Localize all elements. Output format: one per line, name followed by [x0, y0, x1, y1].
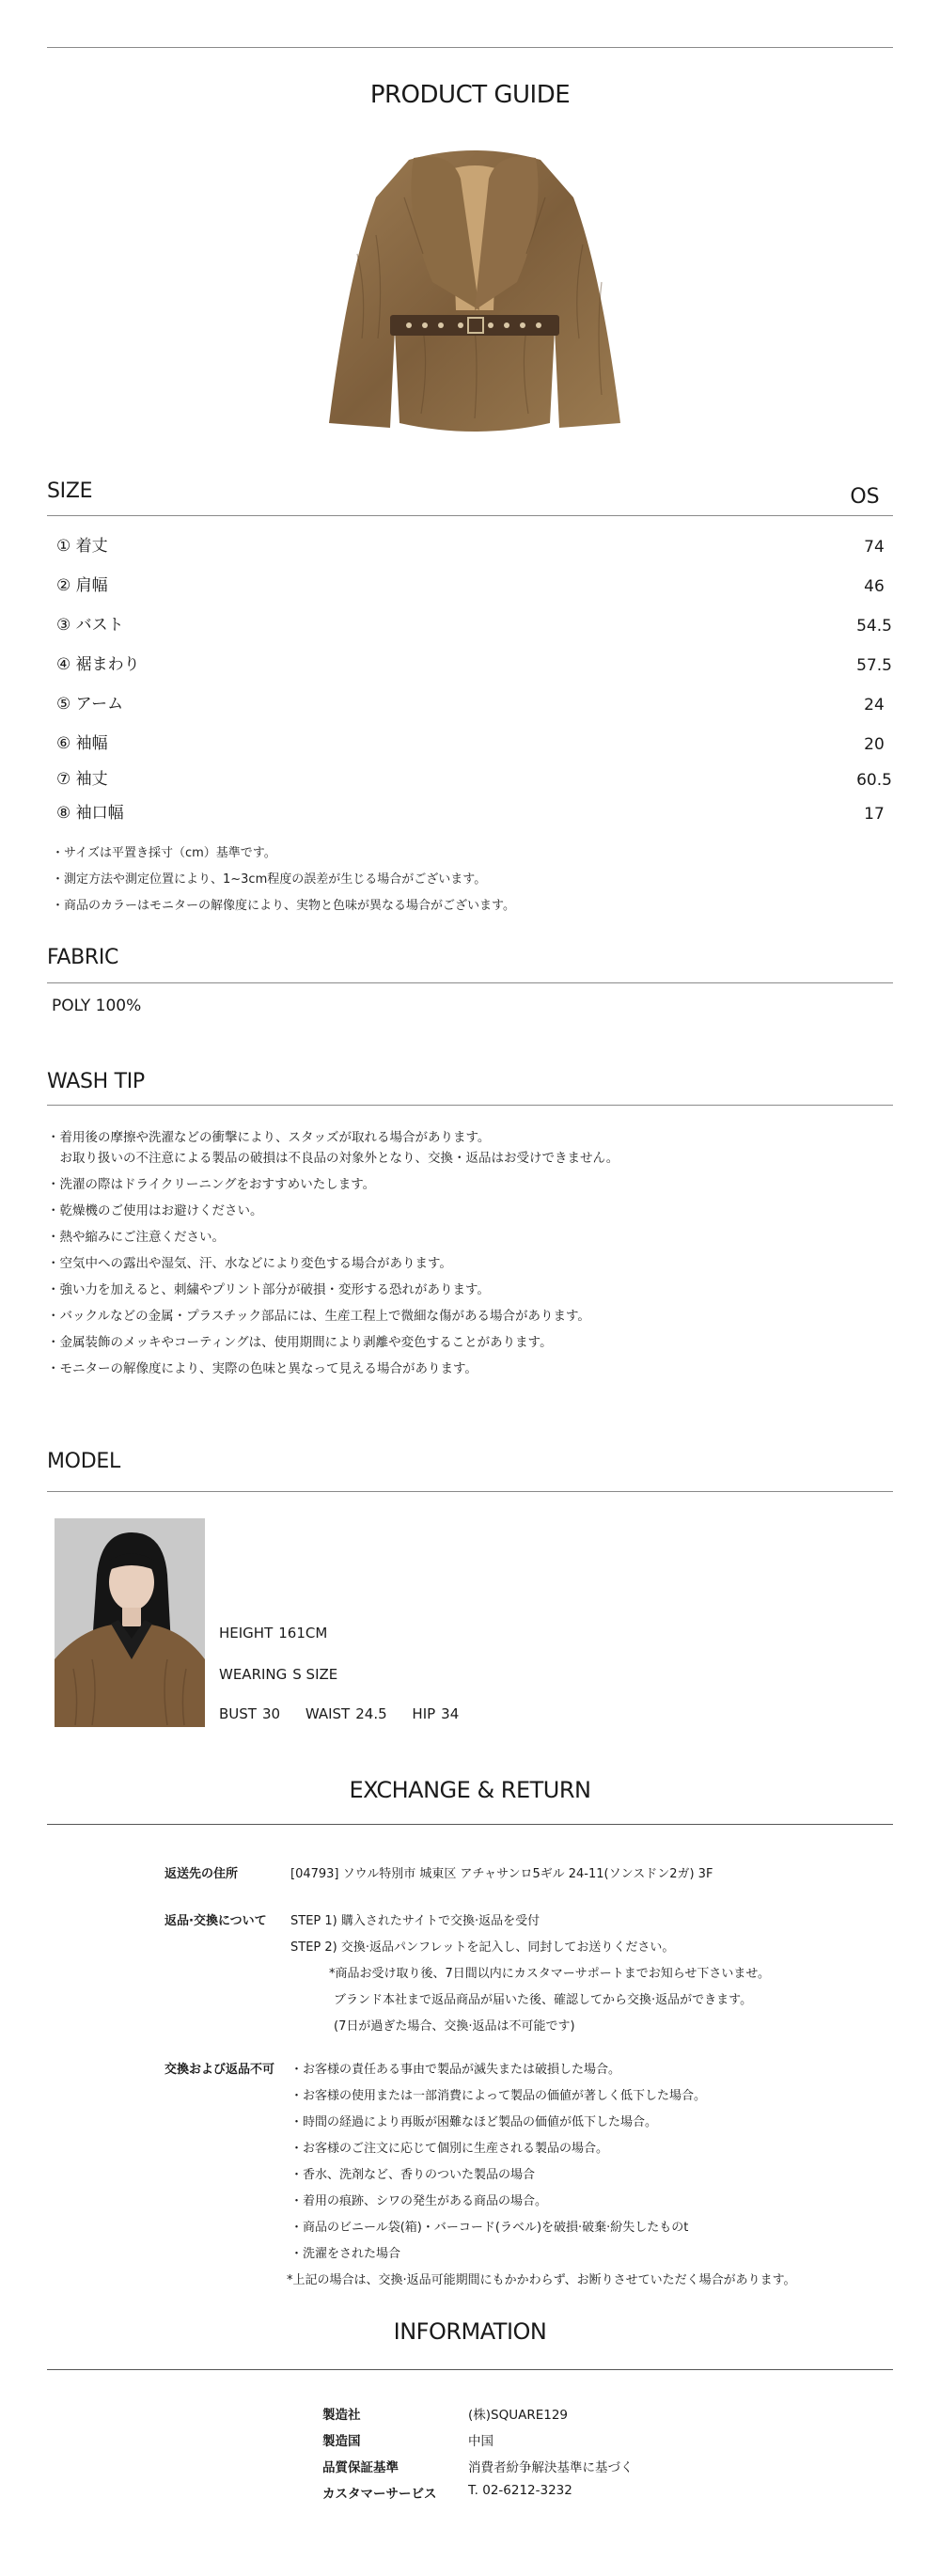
not-returnable-line: ・洗濯をされた場合 [290, 2247, 401, 2261]
address-label: 返送先の住所 [164, 1867, 239, 1881]
not-returnable-line: ・香水、洗剤など、香りのついた製品の場合 [290, 2168, 536, 2182]
size-row: ⑥ 袖幅 20 [56, 734, 885, 754]
not-returnable-line: ・着用の痕跡、シワの発生がある商品の場合。 [290, 2194, 548, 2208]
info-value: (株)SQUARE129 [468, 2408, 569, 2423]
size-divider [47, 515, 893, 516]
model-photo [55, 1518, 205, 1727]
info-value: 消費者紛争解決基準に基づく [468, 2460, 634, 2475]
exchange-process-line: (7日が過ぎた場合、交換·返品は不可能です) [334, 2019, 575, 2034]
top-divider [47, 47, 893, 48]
model-divider [47, 1491, 893, 1492]
info-label: カスタマーサービス [322, 2487, 437, 2502]
info-value: T. 02-6212-3232 [468, 2483, 572, 2498]
exchange-process-line: STEP 2) 交換·返品パンフレットを記入し、同封してお送りください。 [290, 1940, 675, 1955]
size-row: ② 肩幅 46 [56, 576, 885, 596]
size-row: ③ バスト 54.5 [56, 616, 892, 636]
size-row: ⑦ 袖丈 60.5 [56, 770, 892, 790]
fabric-title: FABRIC [47, 946, 119, 969]
information-divider [47, 2369, 893, 2370]
not-returnable-line: ・お客様の使用または一部消費によって製品の価値が著しく低下した場合。 [290, 2089, 707, 2103]
not-returnable-line: ・お客様のご注文に応じて個別に生産される製品の場合。 [290, 2142, 609, 2156]
wash-tip-item: お取り扱いの不注意による製品の破損は不良品の対象外となり、交換・返品はお受けできません。 [47, 1151, 619, 1166]
wash-tip-item: ・着用後の摩擦や洗濯などの衝撃により、スタッズが取れる場合があります。 [47, 1130, 491, 1145]
size-title: SIZE [47, 479, 93, 503]
fabric-divider [47, 982, 893, 983]
exchange-divider [47, 1824, 893, 1825]
size-row: ⑧ 袖口幅 17 [56, 804, 885, 824]
not-returnable-label: 交換および返品不可 [164, 2063, 275, 2077]
exchange-process-line: STEP 1) 購入されたサイトで交換·返品を受付 [290, 1914, 540, 1928]
product-image [320, 141, 630, 442]
wash-tip-item: ・金属装飾のメッキやコーティングは、使用期間により剥離や変色することがあります。 [47, 1335, 553, 1350]
wash-tip-item: ・乾燥機のご使用はお避けください。 [47, 1203, 263, 1218]
size-row: ① 着丈 74 [56, 537, 885, 557]
size-note: ・サイズは平置き採寸（cm）基準です。 [52, 846, 276, 860]
wash-tip-item: ・モニターの解像度により、実際の色味と異なって見える場合があります。 [47, 1361, 478, 1376]
address-value: [04793] ソウル特別市 城東区 アチャサンロ5ギル 24-11(ソンスドン2ガ) 3F [290, 1867, 713, 1881]
size-note: ・測定方法や測定位置により、1~3cm程度の誤差が生じる場合がございます。 [52, 872, 487, 887]
exchange-process-line: *商品お受け取り後、7日間以内にカスタマーサポートまでお知らせ下さいませ。 [329, 1967, 770, 1981]
wash-tip-title: WASH TIP [47, 1070, 145, 1093]
info-value: 中国 [468, 2434, 494, 2449]
model-title: MODEL [47, 1450, 120, 1473]
size-column-header: OS [850, 485, 880, 509]
exchange-process-line: ブランド本社まで返品商品が届いた後、確認してから交換·返品ができます。 [334, 1993, 753, 2007]
product-guide-title: PRODUCT GUIDE [369, 81, 571, 109]
size-row: ④ 裾まわり 57.5 [56, 655, 892, 675]
wash-tip-item: ・洗濯の際はドライクリーニングをおすすめいたします。 [47, 1177, 376, 1192]
not-returnable-line: ・お客様の責任ある事由で製品が滅失または破損した場合。 [290, 2063, 621, 2077]
wash-tip-item: ・バックルなどの金属・プラスチック部品には、生産工程上で微細な傷がある場合があります。 [47, 1309, 590, 1324]
not-returnable-line: *上記の場合は、交換·返品可能期間にもかかわらず、お断りさせていただく場合があります。 [287, 2273, 796, 2287]
wash-tip-item: ・強い力を加えると、刺繍やプリント部分が破損・変形する恐れがあります。 [47, 1282, 490, 1297]
not-returnable-line: ・時間の経過により再販が困難なほど製品の価値が低下した場合。 [290, 2115, 658, 2129]
info-label: 製造社 [322, 2408, 361, 2423]
model-wearing: WEARING S SIZE [219, 1666, 338, 1683]
wash-tip-divider [47, 1105, 893, 1106]
fabric-value: POLY 100% [52, 997, 142, 1015]
size-note: ・商品のカラーはモニターの解像度により、実物と色味が異なる場合がございます。 [52, 899, 515, 913]
info-label: 品質保証基準 [322, 2460, 399, 2475]
model-height: HEIGHT 161CM [219, 1625, 328, 1641]
exchange-return-title: EXCHANGE & RETURN [349, 1777, 591, 1803]
exchange-process-label: 返品·交換について [164, 1914, 267, 1928]
information-title: INFORMATION [393, 2318, 547, 2345]
info-label: 製造国 [322, 2434, 361, 2449]
not-returnable-line: ・商品のビニール袋(箱)・バーコード(ラベル)を破損·破棄·紛失したものt [290, 2221, 689, 2235]
wash-tip-item: ・空気中への露出や湿気、汗、水などにより変色する場合があります。 [47, 1256, 452, 1271]
model-measurements: BUST 30 WAIST 24.5 HIP 34 [219, 1705, 460, 1722]
wash-tip-item: ・熱や縮みにご注意ください。 [47, 1230, 225, 1245]
size-row: ⑤ アーム 24 [56, 695, 885, 715]
